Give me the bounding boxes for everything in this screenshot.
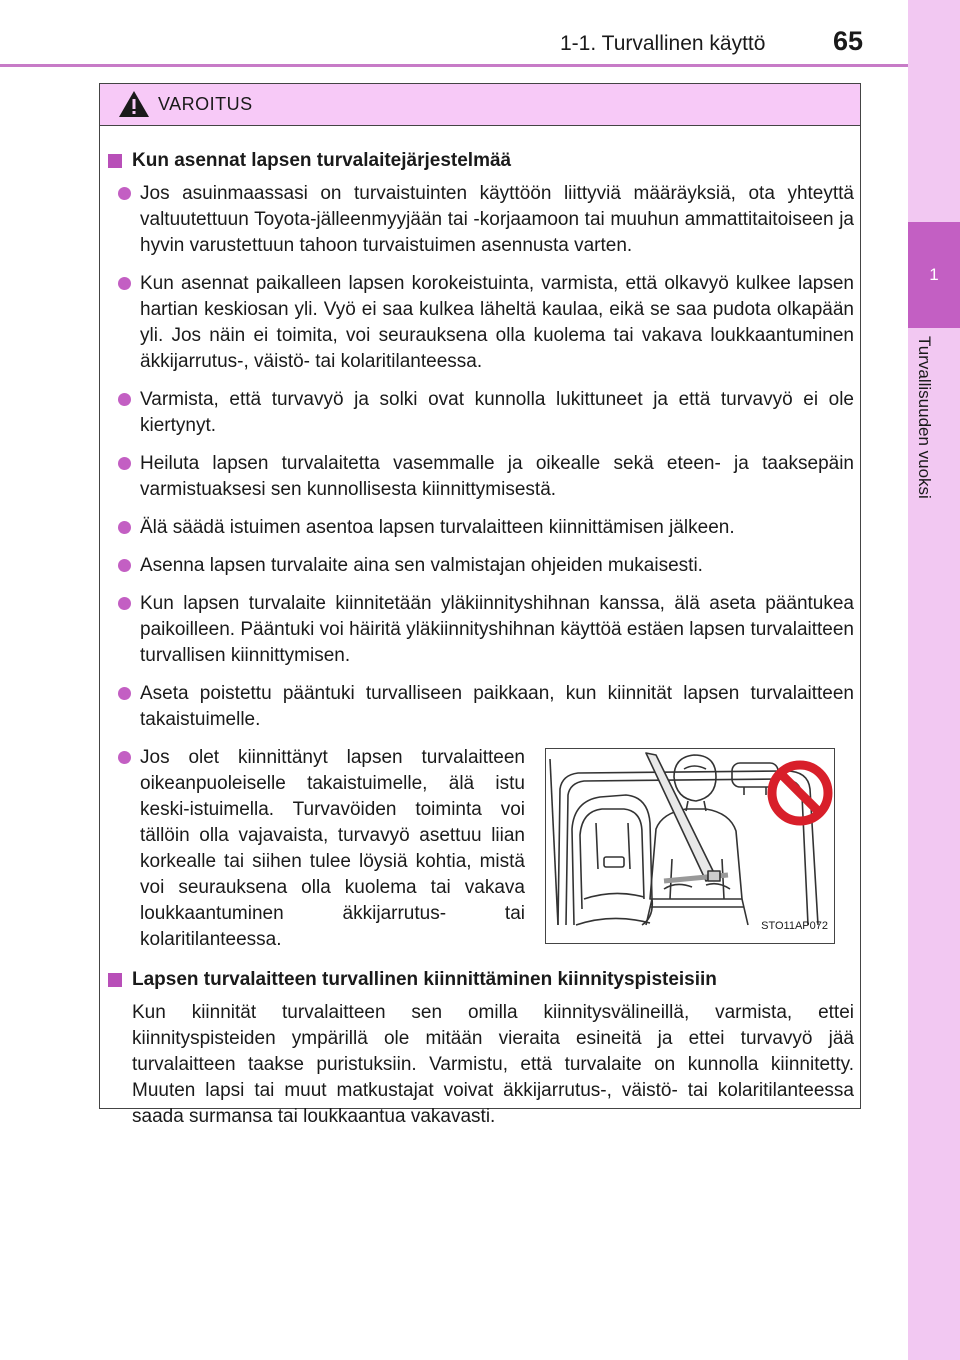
- section-paragraph: Kun kiinnität turvalaitteen sen omilla kiinnitysvälineillä, varmista, ettei kiinnityspisteiden ympärillä ole mitään vieraita esineitä ja ettei turvavyö jää turvalaitteen taakse puristuksiin. Varmistu, että turvalaite on kunnolla kiinnitetty. Muuten lapsi tai muut matkustajat voivat äkkijarrutus-, väistö- tai kolaritilanteessa saada surmansa tai loukkaantua vakavasti.: [132, 1002, 854, 1127]
- bullet-dot-icon: [118, 597, 131, 610]
- warning-triangle-icon: [117, 89, 151, 119]
- bullet-dot-icon: [118, 559, 131, 572]
- list-item: Jos asuinmaassasi on turvaistuinten käyttöön liittyviä määräyksiä, ota yhteyttä valtuutettuun Toyota-jälleenmyyjään tai -korjaamoon tai muuhun ammattitaitoiseen ja hyvin varustettuun tahoon turvaistuimen asennusta varten.: [108, 181, 854, 259]
- bullet-dot-icon: [118, 751, 131, 764]
- header-divider: [0, 64, 908, 67]
- list-item: Aseta poistettu pääntuki turvalliseen paikkaan, kun kiinnität lapsen turvalaitteen takaistuimelle.: [108, 681, 854, 733]
- list-item: Heiluta lapsen turvalaitetta vasemmalle ja oikealle sekä eteen- ja taaksepäin varmistuaksesi sen kunnollisesta kiinnittymisestä.: [108, 451, 854, 503]
- square-bullet-icon: [108, 154, 122, 168]
- chapter-number: 1: [929, 265, 939, 284]
- bullet-dot-icon: [118, 393, 131, 406]
- section-heading: Kun asennat lapsen turvalaitejärjestelmää: [108, 148, 854, 174]
- bullet-dot-icon: [118, 687, 131, 700]
- chapter-label: Turvallisuuden vuoksi: [915, 336, 934, 499]
- bullet-dot-icon: [118, 187, 131, 200]
- list-item: Asenna lapsen turvalaite aina sen valmistajan ohjeiden mukaisesti.: [108, 553, 854, 579]
- warning-header: [100, 84, 860, 126]
- running-header-title: 1-1. Turvallinen käyttö: [560, 32, 766, 55]
- section-heading: Lapsen turvalaitteen turvallinen kiinnittäminen kiinnityspisteisiin: [108, 967, 854, 993]
- page-number: 65: [833, 26, 864, 56]
- bullet-dot-icon: [118, 457, 131, 470]
- warning-content: [108, 148, 854, 1130]
- warning-title: VAROITUS: [158, 94, 253, 114]
- list-item: Kun lapsen turvalaite kiinnitetään yläkiinnityshihnan kanssa, älä aseta pääntukea paikoilleen. Pääntuki voi häiritä yläkiinnityshihnan käyttöä estäen lapsen turvalaitteen turvallisen kiinnittymisen.: [108, 591, 854, 669]
- warning-box: [99, 83, 861, 1127]
- figure-code: STO11AP072: [761, 920, 828, 932]
- list-item: Älä säädä istuimen asentoa lapsen turvalaitteen kiinnittämisen jälkeen.: [108, 515, 854, 541]
- square-bullet-icon: [108, 973, 122, 987]
- bullet-with-figure: [108, 745, 854, 953]
- list-item: Jos olet kiinnittänyt lapsen turvalaitteen oikeanpuoleiselle takaistuimelle, älä istu keski-istuimella. Turvavöiden toiminta voi tällöin olla vajavaista, turvavyö asettuu liian korkealle tai siihen tulee löysiä kohtia, mistä voi seurauksena olla kuolema tai vakava loukkaantuminen äkkijarrutus- tai kolaritilanteessa.: [108, 745, 525, 953]
- illustration-rear-seat: [545, 748, 835, 944]
- side-tab-bar: [908, 0, 960, 1360]
- list-item: Kun asennat paikalleen lapsen korokeistuinta, varmista, että olkavyö kulkee lapsen hartian keskiosan yli. Vyö ei saa kulkea läheltä kaulaa, eikä se saa pudota olkapään yli. Jos näin ei toimita, voi seurauksena olla kuolema tai vakava loukkaantuminen äkkijarrutus-, väistö- tai kolaritilanteessa.: [108, 271, 854, 375]
- list-item: Varmista, että turvavyö ja solki ovat kunnolla lukittuneet ja että turvavyö ei ole kiertynyt.: [108, 387, 854, 439]
- bullet-dot-icon: [118, 277, 131, 290]
- bullet-dot-icon: [118, 521, 131, 534]
- chapter-tab: [908, 222, 960, 328]
